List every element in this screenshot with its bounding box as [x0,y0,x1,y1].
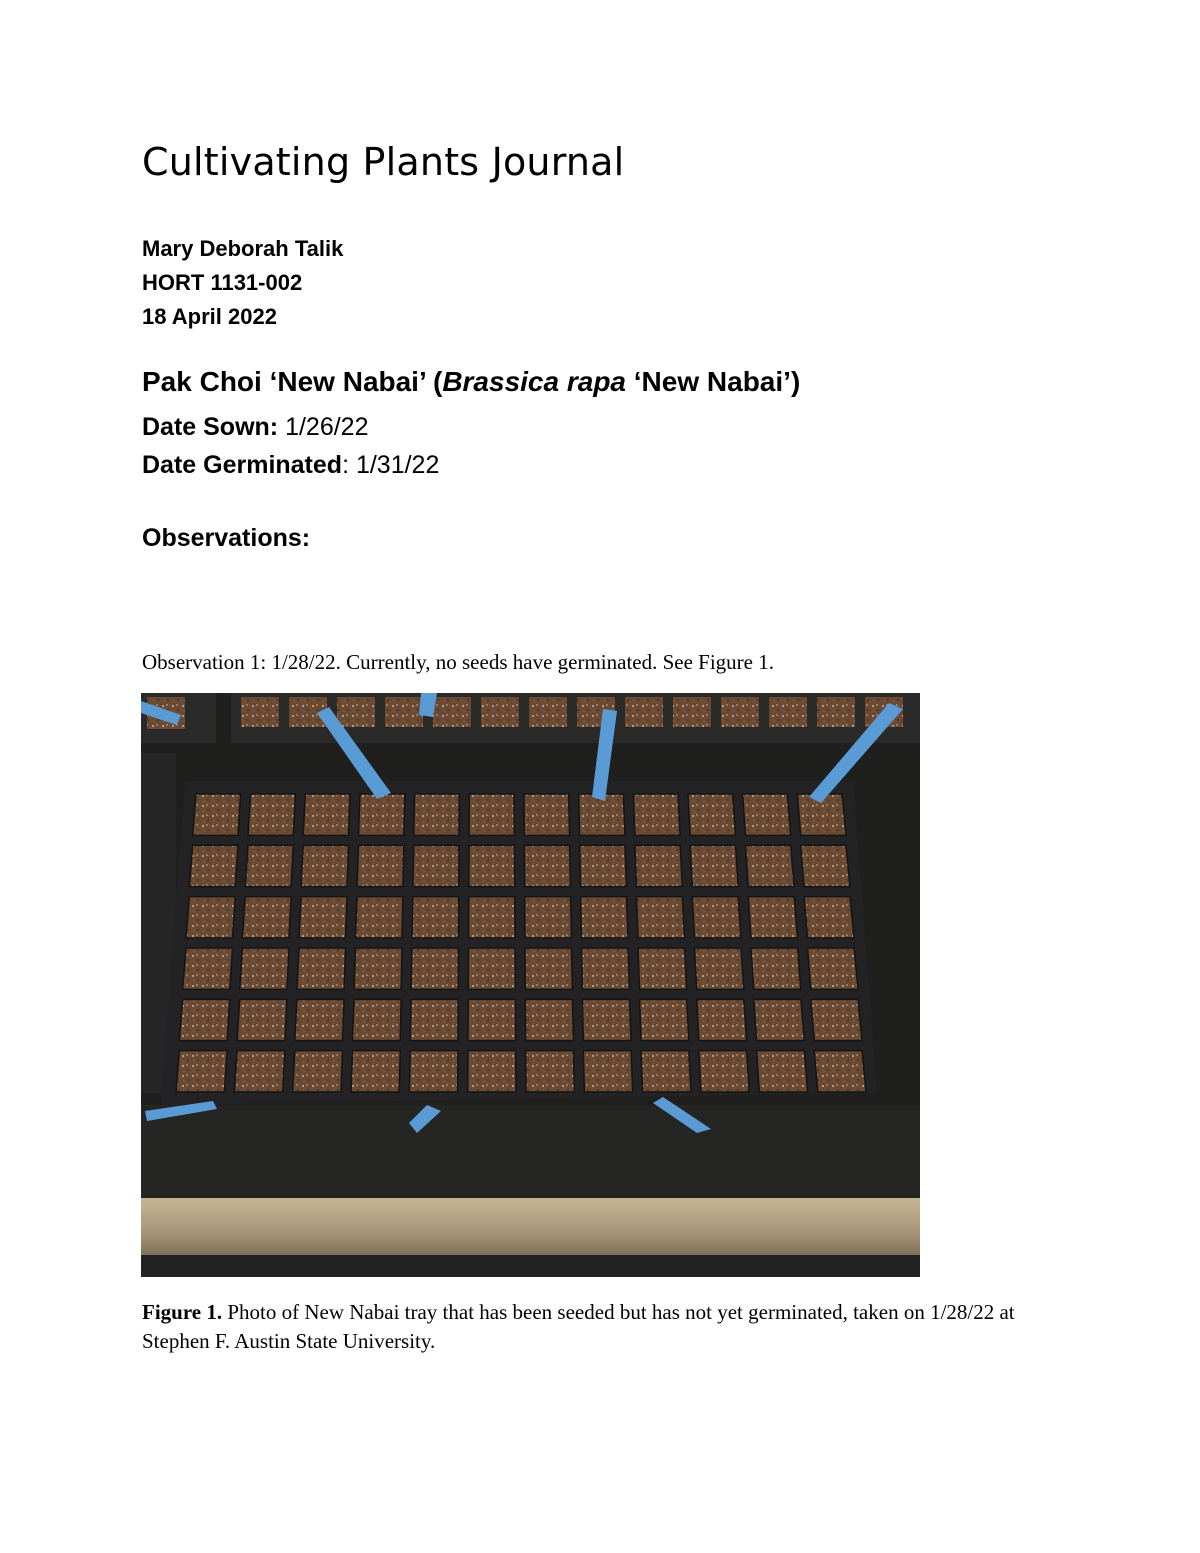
soil-cell [356,897,403,938]
soil-cell [529,697,567,727]
course-code: HORT 1131-002 [142,270,303,295]
plant-title-suffix: ‘New Nabai’) [626,366,801,397]
soil-cell [699,1051,750,1092]
soil-cell [801,845,850,886]
soil-cell [638,948,687,989]
figure-caption-text: Photo of New Nabai tray that has been seeded but has not yet germinated, taken on 1/28/22 at Stephen F. Austin State University. [142,1300,1015,1353]
date-germinated-value: : 1/31/22 [342,451,440,479]
observations-heading: Observations: [142,524,311,552]
soil-cell [721,697,759,727]
date-germinated-label: Date Germinated [142,451,343,479]
soil-cell [640,999,689,1040]
soil-cell [413,845,459,886]
soil-cell [359,794,405,835]
soil-cell [243,897,292,938]
soil-cell [748,897,797,938]
soil-cell [581,897,628,938]
soil-cell [237,999,287,1040]
date-sown-value: 1/26/22 [278,413,369,441]
date-sown-label: Date Sown: [142,413,279,441]
soil-cell [241,697,279,727]
page-title: Cultivating Plants Journal [142,140,625,184]
soil-cell [695,948,744,989]
soil-cell [481,697,519,727]
soil-cell [303,794,350,835]
author-name: Mary Deborah Talik [142,236,344,261]
soil-cell [625,697,663,727]
soil-cell [579,794,625,835]
figure-1-caption [142,1298,1042,1356]
plant-title [142,366,800,398]
soil-cell [697,999,747,1040]
soil-cell [804,897,854,938]
soil-cell [409,1051,458,1092]
soil-cell [385,697,423,727]
soil-cell [301,845,348,886]
soil-cell [245,845,293,886]
soil-cell [412,897,459,938]
soil-cell [468,999,516,1040]
soil-cell [357,845,404,886]
soil-cell [814,1051,866,1092]
soil-cell [526,1051,575,1092]
soil-cell [817,697,855,727]
soil-cell [757,1051,808,1092]
soil-cell [189,845,238,886]
scientific-name: Brassica rapa [442,366,626,397]
soil-cell [524,794,570,835]
soil-cell [297,948,346,989]
soil-cell [524,845,570,886]
soil-cell [582,948,630,989]
seed-tray-illustration [141,693,920,1277]
soil-cell [433,697,471,727]
soil-cell [673,697,711,727]
author-block [142,232,343,334]
soil-cell [468,1051,516,1092]
soil-cell [633,794,680,835]
soil-cell [353,999,402,1040]
date-germinated [142,446,439,484]
soil-cell [240,948,289,989]
soil-cell [811,999,862,1040]
soil-cell [193,794,241,835]
soil-cell [186,897,235,938]
soil-cell [351,1051,400,1092]
lower-cloth [141,1105,920,1203]
soil-cell [525,999,573,1040]
soil-cell [299,897,347,938]
observation-1-text: Observation 1: 1/28/22. Currently, no seeds have germinated. See Figure 1. [142,650,774,674]
soil-cell [295,999,344,1040]
soil-cell [414,794,460,835]
soil-cell [636,897,684,938]
soil-cell [410,999,458,1040]
soil-cell [411,948,458,989]
soil-cell [743,794,791,835]
wooden-bench [141,1198,920,1258]
document-date: 18 April 2022 [142,304,277,329]
soil-cell [179,999,229,1040]
soil-cell [751,948,801,989]
soil-cell [688,794,735,835]
soil-cell [525,897,572,938]
soil-cell [337,697,375,727]
soil-cell [641,1051,691,1092]
soil-cell [293,1051,343,1092]
figure-1-photo [141,693,920,1277]
soil-cell [692,897,741,938]
soil-cell [580,845,627,886]
soil-cell [248,794,295,835]
soil-cell [234,1051,284,1092]
soil-cell [525,948,572,989]
soil-cell [354,948,402,989]
soil-cell [468,948,515,989]
soil-cell [745,845,794,886]
date-sown [142,408,439,446]
soil-cell [183,948,233,989]
soil-cell [176,1051,227,1092]
soil-cell [582,999,631,1040]
soil-cell [469,794,514,835]
plant-title-prefix: Pak Choi ‘New Nabai’ ( [142,366,443,397]
soil-cell [690,845,738,886]
soil-cell [583,1051,632,1092]
soil-cell [808,948,859,989]
bench-shadow [141,1255,920,1277]
soil-cell [635,845,682,886]
soil-cell [769,697,807,727]
figure-label: Figure 1. [142,1300,223,1324]
soil-cell [469,897,516,938]
soil-cell [754,999,805,1040]
plant-dates [142,408,439,484]
soil-cell [469,845,515,886]
